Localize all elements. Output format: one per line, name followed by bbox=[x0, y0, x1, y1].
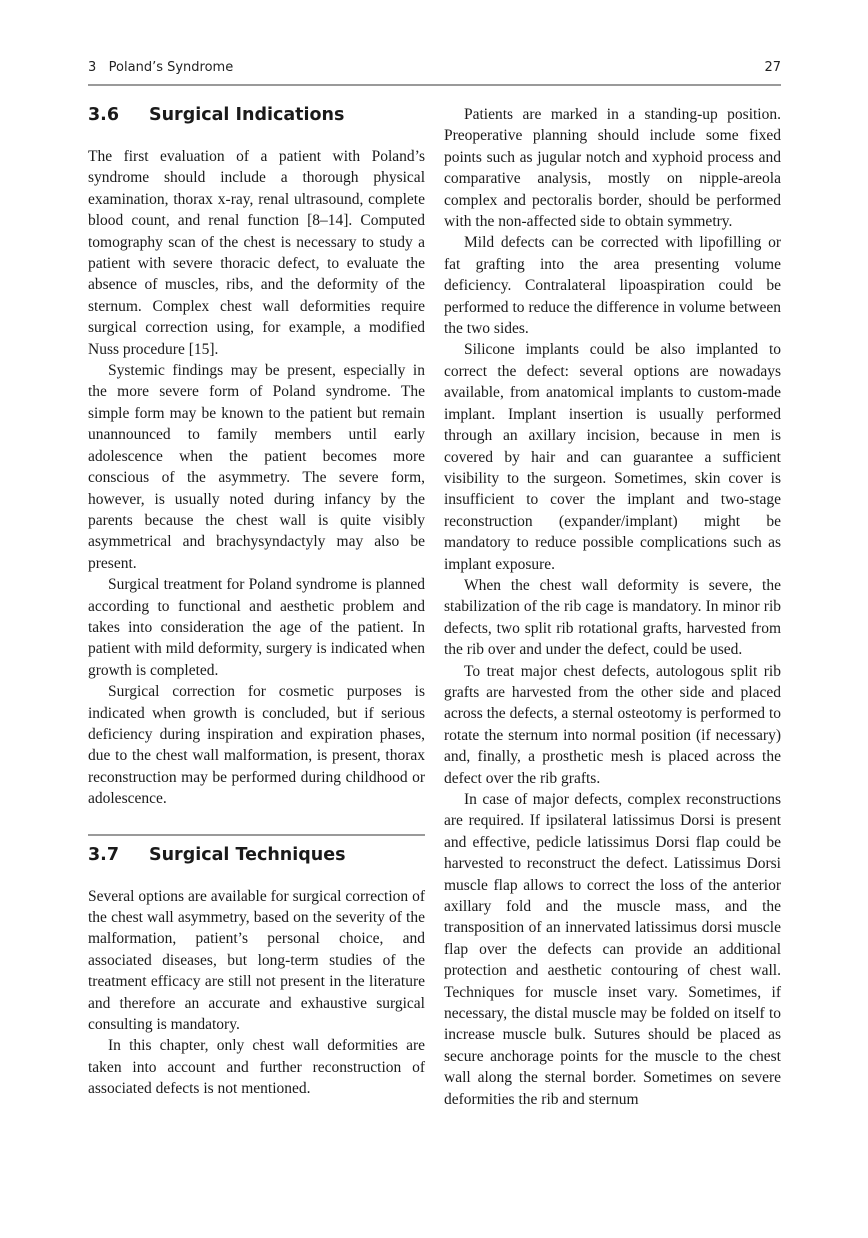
section-heading-3-6 bbox=[88, 104, 425, 126]
section-body bbox=[88, 886, 425, 1100]
section-number: 3.6 bbox=[88, 105, 120, 125]
paragraph: In this chapter, only chest wall deformities are taken into account and further reconstruction of associated defects is not mentioned. bbox=[88, 1037, 425, 1098]
paragraph: Several options are available for surgical correction of the chest wall asymmetry, based on the severity of the malformation, patient’s personal choice, and associated diseases, but long-term studies of the treatment efficacy are still not present in the literature and therefore an accurate and exhaustive surgical consulting is mandatory. bbox=[88, 887, 425, 1034]
section-number: 3.7 bbox=[88, 844, 120, 865]
section-rule bbox=[88, 834, 425, 836]
section-title: Surgical Indications bbox=[149, 105, 345, 125]
page-number: 27 bbox=[764, 60, 781, 75]
paragraph: In case of major defects, complex reconstructions are required. If ipsilateral latissimus Dorsi is present and effective, pedicle latissimus Dorsi flap could be harvested to reconstruct the defect. Latissimus Dorsi muscle flap allows to correct the loss of the anterior axillary fold and the muscle mass, and the transposition of an innervated latissimus dorsi muscle flap over the defects can provide an additional protection and aesthetic contouring of chest wall. Techniques for muscle inset vary. Sometimes, if necessary, the distal muscle may be folded on itself to increase muscle bulk. Sutures should be placed as secure anchorage points for the muscle to the chest wall along the sternal border. Sometimes on severe deformities the rib and sternum bbox=[444, 791, 781, 1108]
paragraph: Patients are marked in a standing-up position. Preoperative planning should include some fixed points such as jugular notch and xyphoid process and comparative analysis, mostly on nipple-areola complex and pectoralis border, should be performed with the non-affected side to obtain symmetry. bbox=[444, 106, 781, 231]
paragraph: The first evaluation of a patient with Poland’s syndrome should include a thorough physical examination, thorax x-ray, renal ultrasound, complete blood count, and renal function [8–14]. Computed tomography scan of the chest is necessary to study a patient with severe thoracic defect, to evaluate the absence of muscles, ribs, and the deformity of the sternum. Complex chest wall deformities require surgical correction using, for example, a modified Nuss procedure [15]. bbox=[88, 148, 425, 358]
paragraph: Silicone implants could be also implanted to correct the defect: several options are nowadays available, from anatomical implants to custom-made implant. Implant insertion is usually performed through an axillary incision, because in men is covered by hair and can guarantee a sufficient visibility to the surgeon. Sometimes, skin cover is insufficient to cover the implant and two-stage reconstruction (expander/implant) might be mandatory to reduce possible complications such as implant exposure. bbox=[444, 341, 781, 573]
section-title: Surgical Techniques bbox=[149, 844, 346, 865]
section-body bbox=[88, 146, 425, 810]
paragraph: Systemic findings may be present, especially in the more severe form of Poland syndrome. The simple form may be known to the patient but remain unannounced to family members until early adolescence when the patient becomes more conscious of the asymmetry. The severe form, however, is usually noted during infancy by the parents because the chest wall is quite visibly asymmetrical and brachysyndactyly may also be present. bbox=[88, 362, 425, 572]
right-column bbox=[444, 104, 781, 1110]
section-heading-3-7 bbox=[88, 844, 425, 866]
left-column bbox=[88, 104, 425, 1100]
paragraph: Surgical correction for cosmetic purposes is indicated when growth is concluded, but if serious deficiency during inspiration and expiration phases, due to the chest wall malformation, is present, thorax reconstruction may be performed during childhood or adolescence. bbox=[88, 683, 425, 808]
running-head bbox=[88, 60, 781, 80]
paragraph: Mild defects can be corrected with lipofilling or fat grafting into the area presenting volume deficiency. Contralateral lipoaspiration could be performed to reduce the difference in volume between the two sides. bbox=[444, 234, 781, 338]
paragraph: To treat major chest defects, autologous split rib grafts are harvested from the other side and placed across the defects, a sternal osteotomy is performed to rotate the sternum into normal position (if necessary) and, finally, a prosthetic mesh is placed across the defect over the rib grafts. bbox=[444, 662, 781, 787]
header-rule bbox=[88, 84, 781, 86]
paragraph: Surgical treatment for Poland syndrome is planned according to functional and aesthetic problem and takes into consideration the age of the patient. In patient with mild deformity, surgery is indicated when growth is completed. bbox=[88, 576, 425, 679]
continued-body bbox=[444, 104, 781, 1110]
chapter-title: 3 Poland’s Syndrome bbox=[88, 60, 234, 75]
paragraph: When the chest wall deformity is severe, the stabilization of the rib cage is mandatory. In minor rib defects, two split rib rotational grafts, harvested from the rib over and under the defect, could be used. bbox=[444, 576, 781, 659]
